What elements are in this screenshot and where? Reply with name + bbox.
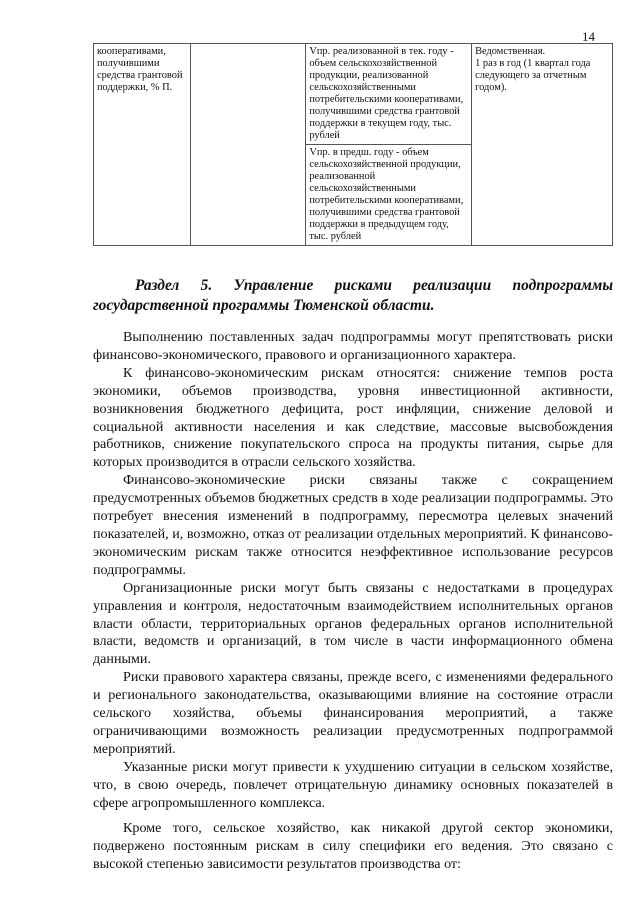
paragraph: Организационные риски могут быть связаны с недостатками в процедурах управления и контроля, недостаточным взаимодействием исполнительных органов власти области, территориальных органов федеральных органов исполнительной власти, ведомств и организаций, в том числе в части информационного обмена данными. [93,579,613,668]
section-heading-line1: Раздел 5. Управление рисками реализации подпрограммы [135,277,613,294]
body-text [93,329,613,874]
table-row [94,44,613,145]
paragraph: Финансово-экономические риски связаны также с сокращением предусмотренных объемов бюджетных средств в ходе реализации подпрограммы. Это потребует внесения изменений в подпрограмму, пересмотра целевых значений показателей, и, возможно, отказ от реализации отдельных мероприятий. К финансово-экономическим рискам также относится неэффективное использование ресурсов подпрограммы. [93,472,613,578]
section-heading-line2: государственной программы Тюменской области. [93,297,435,314]
paragraph: К финансово-экономическим рискам относятся: снижение темпов роста экономики, объемов производства, уровня инвестиционной активности, возникновения бюджетного дефицита, рост инфляции, снижение деловой и социальной активности населения и как следствие, массовые высвобождения работников, снижение покупательского спроса на продукты питания, сырье для которых производится в отрасли сельского хозяйства. [93,364,613,471]
source-cell [472,44,613,246]
empty-cell [191,44,306,246]
formula-previous-year-cell: Vпр. в предш. году - объем сельскохозяйственной продукции, реализованной сельскохозяйственными потребительскими кооперативами, получившими средства грантовой поддержки в предыдущем году, тыс. рублей [306,145,472,246]
indicator-name-cell: кооперативами, получившими средства грантовой поддержки, % П. [94,44,191,246]
indicator-table [93,43,613,246]
data-source-text: Ведомственная. [475,46,546,57]
page-number: 14 [582,29,595,44]
paragraph: Риски правового характера связаны, прежде всего, с изменениями федерального и регионального законодательства, оказывающими влияние на состояние отрасли сельского хозяйства, объемы финансирования мероприятий, а также ограничивающими возможность реализации предусмотренных подпрограммой мероприятий. [93,669,613,757]
section-heading [93,276,613,316]
paragraph: Указанные риски могут привести к ухудшению ситуации в сельском хозяйстве, что, в свою очередь, повлечет отрицательную динамику основных показателей в сфере агропромышленного комплекса. [93,758,613,811]
paragraph: Выполнению поставленных задач подпрограммы могут препятствовать риски финансово-экономического, правового и организационного характера. [93,329,613,363]
paragraph: Кроме того, сельское хозяйство, как никакой другой сектор экономики, подвержено постоянным рискам в силу специфики его ведения. Это связано с высокой степенью зависимости результатов производства от: [93,820,613,873]
frequency-text: 1 раз в год (1 квартал года следующего за отчетным годом). [475,58,591,93]
formula-current-year-cell: Vпр. реализованной в тек. году - объем сельскохозяйственной продукции, реализованной сельскохозяйственными потребительскими кооперативами, получившими средства грантовой поддержки в текущем году, тыс. рублей [306,44,472,145]
